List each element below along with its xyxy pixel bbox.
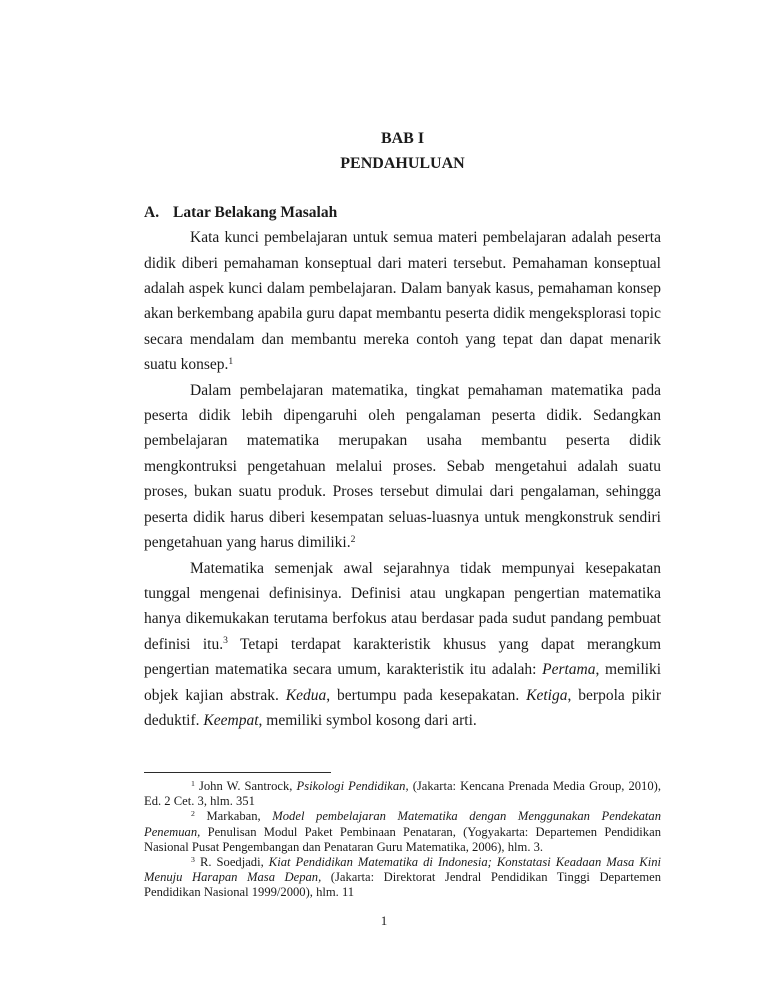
- page-content: [144, 126, 661, 733]
- footnote-1: $^1$ John W. Santrock, Psikologi Pendidikan, (Jakarta: Kencana Prenada Media Group, 2010), Ed. 2 Cet. 3, hlm. 351: [144, 778, 661, 809]
- chapter-number: BAB I: [380, 130, 425, 147]
- paragraph-1: Kata kunci pembelajaran untuk semua materi pembelajaran adalah peserta didik diberi pemahaman konseptual dari materi tersebut. Pemahaman konseptual adalah aspek kunci dalam pembelajaran. Dalam banyak kasus, pemahaman konsep akan berkembang apabila guru dapat membantu peserta didik mengeksplorasi topic secara mendalam dan membantu mereka contoh yang tepat dan dapat menarik suatu konsep.$^1$: [144, 229, 661, 374]
- section-label: A.: [144, 203, 160, 221]
- footnotes-section: [144, 772, 661, 901]
- section-title: Latar Belakang Masalah: [173, 203, 338, 221]
- footnote-3: $^3$ R. Soedjadi, Kiat Pendidikan Matematika di Indonesia; Konstatasi Keadaan Masa Kini Menuju Harapan Masa Depan, (Jakarta: Direktorat Jendral Pendidikan Tinggi Departemen Pendidikan Nasional 1999/2000), hlm. 11: [144, 854, 661, 900]
- paragraph-3: Matematika semenjak awal sejarahnya tidak mempunyai kesepakatan tunggal mengenai definisinya. Definisi atau ungkapan pengertian matematika hanya dikemukakan terutama berfokus atau berdasar pada sudut pandang pembuat definisi itu.$^3$ Tetapi terdapat karakteristik khusus yang dapat merangkum pengertian matematika secara umum, karakteristik itu adalah: Pertama, memiliki objek kajian abstrak. Kedua, bertumpu pada kesepakatan. Ketiga, berpola pikir deduktif. Keempat, memiliki symbol kosong dari arti.: [144, 559, 662, 729]
- page-number: 1: [380, 913, 388, 928]
- paragraph-2: Dalam pembelajaran matematika, tingkat pemahaman matematika pada peserta didik lebih dipengaruhi oleh pengalaman peserta didik. Sedangkan pembelajaran matematika merupakan usaha membantu peserta didik mengkontruksi pengetahuan melalui proses. Sebab mengetahui adalah suatu proses, bukan suatu produk. Proses tersebut dimulai dari pengalaman, sehingga peserta didik harus diberi kesempatan seluas-luasnya untuk mengkonstruk sendiri pengetahuan yang harus dimiliki.$^2$: [144, 381, 661, 552]
- footnote-2: $^2$ Markaban, Model pembelajaran Matematika dengan Menggunakan Pendekatan Penemuan, Penulisan Modul Paket Pembinaan Penataran, (Yogyakarta: Departemen Pendidikan Nasional Pusat Pengembangan dan Penataran Guru Matematika, 2006), hlm. 3.: [144, 809, 661, 854]
- footnote-separator: [144, 772, 331, 773]
- section-heading: [144, 200, 661, 225]
- chapter-title: PENDAHULUAN: [340, 155, 465, 173]
- chapter-heading: [144, 126, 661, 177]
